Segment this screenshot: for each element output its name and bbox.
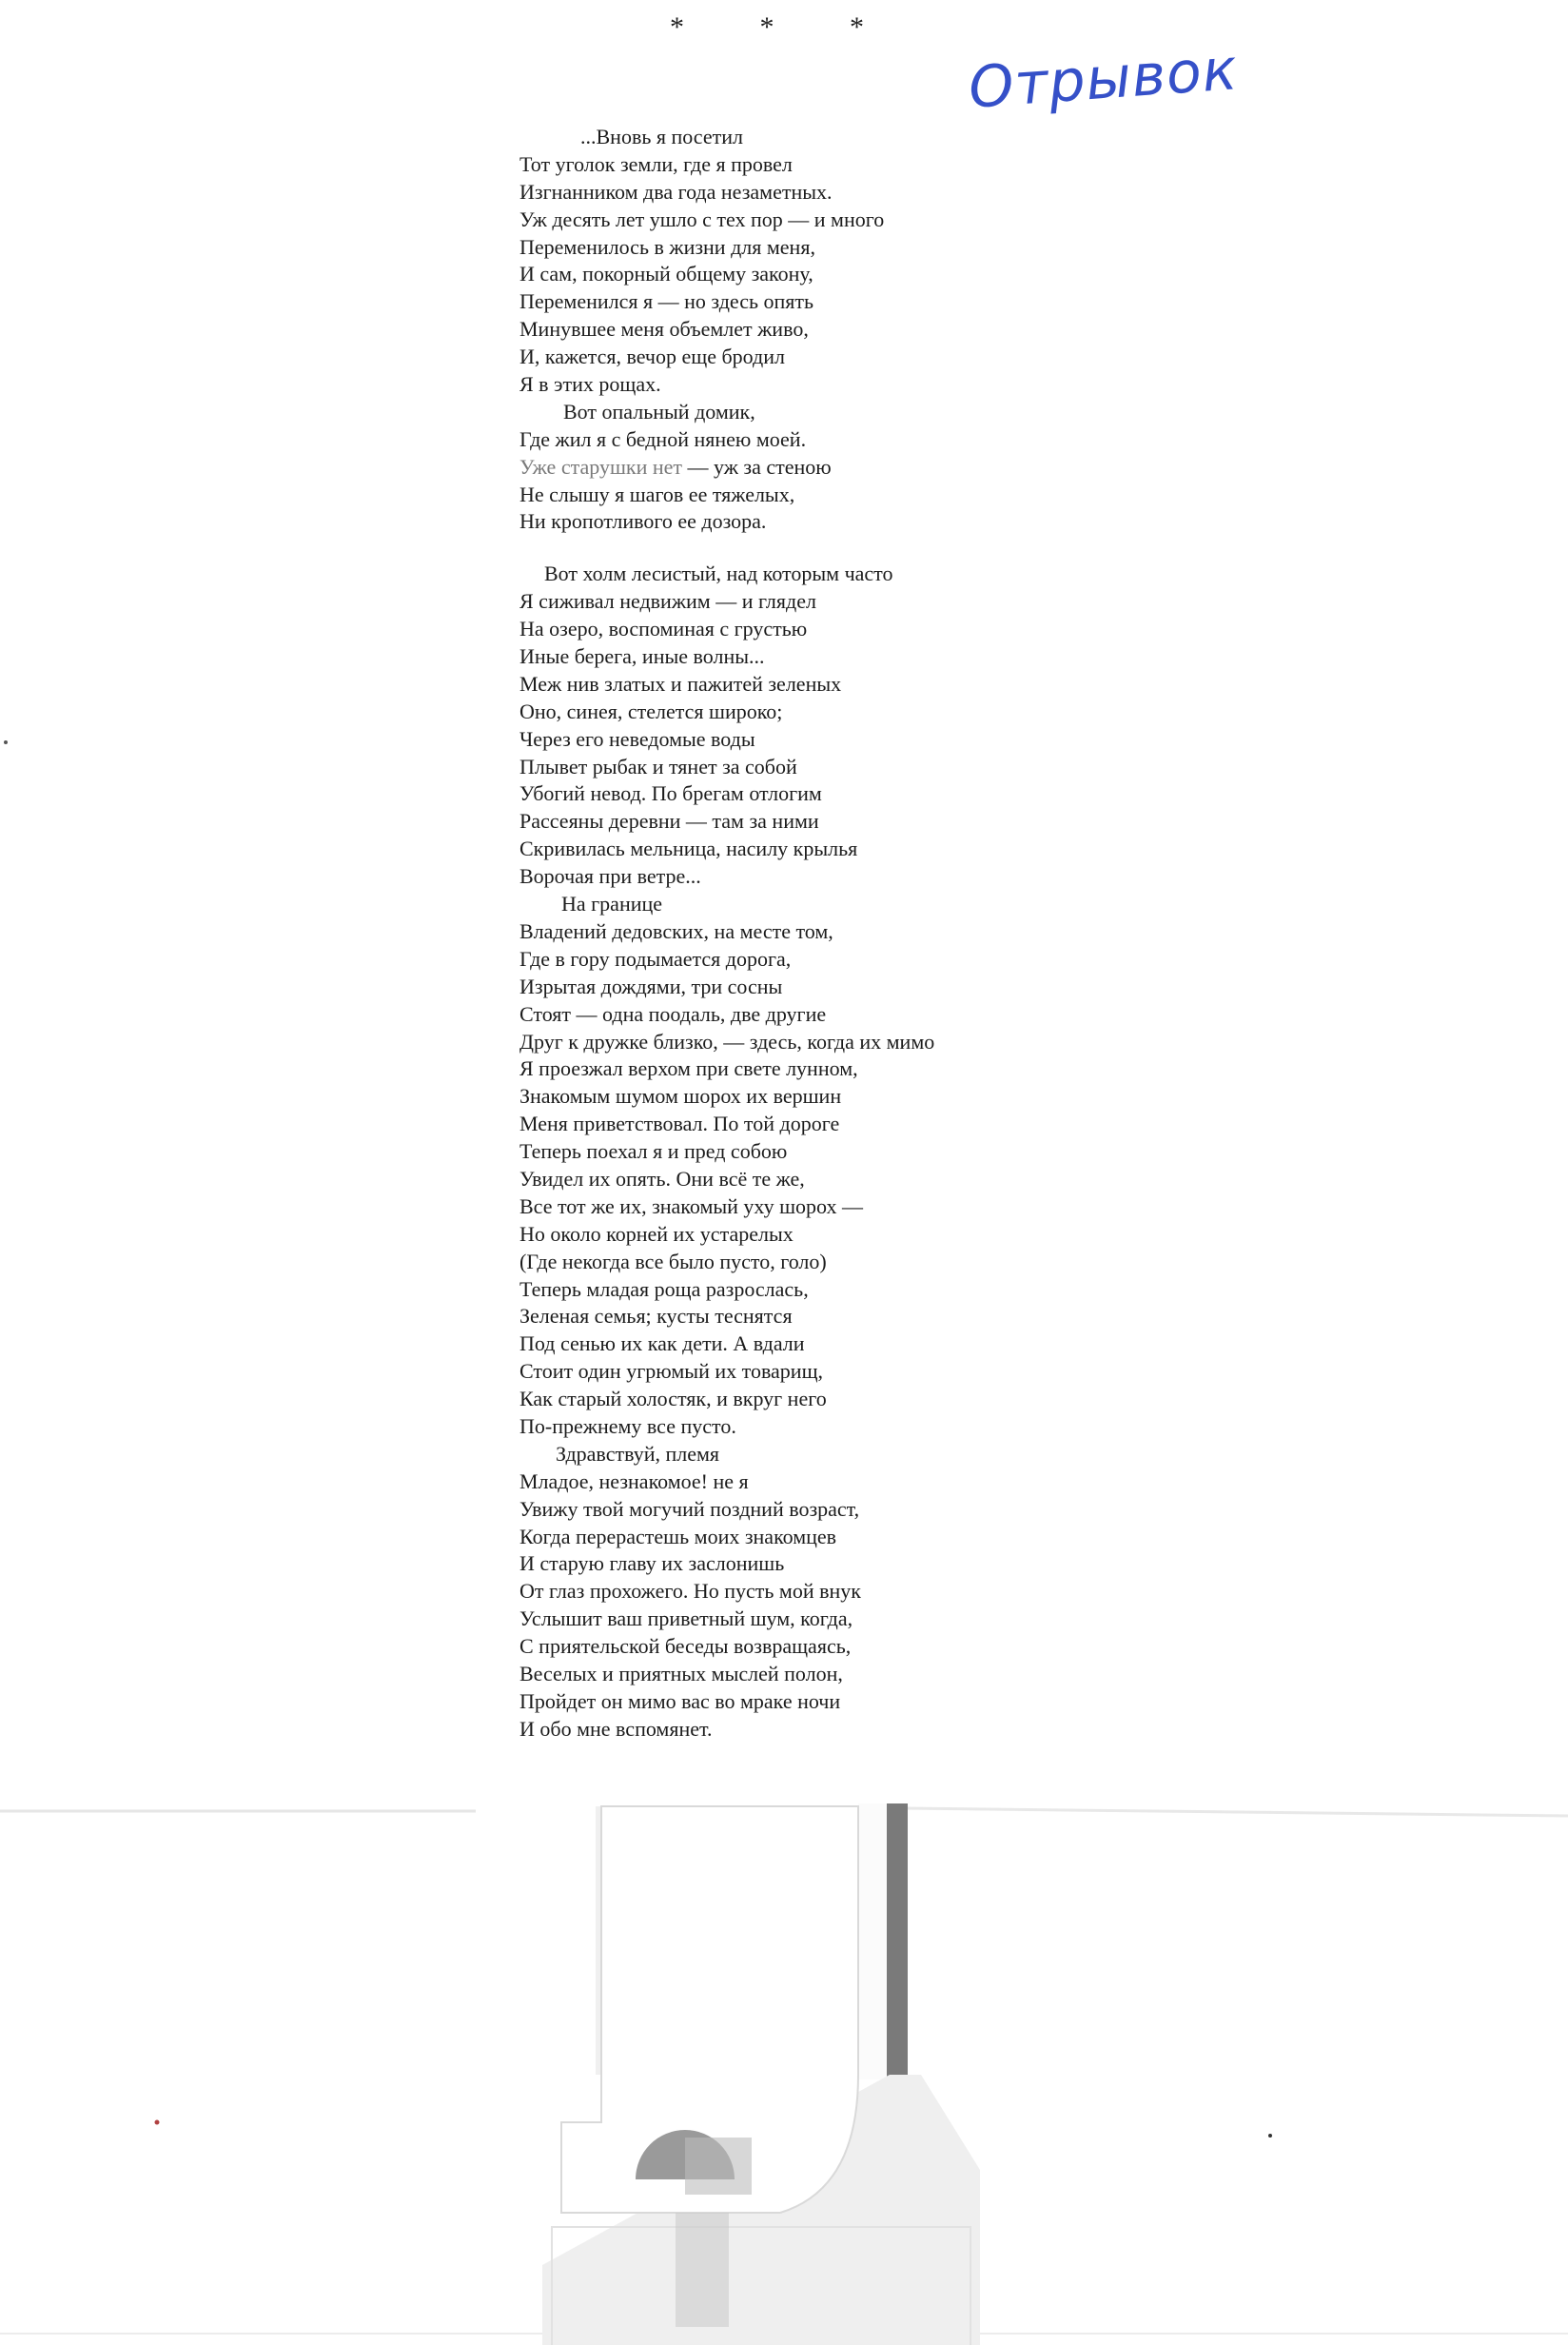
- poem-line: На озеро, воспоминая с грустью: [519, 617, 808, 641]
- poem-line: ...Вновь я посетил: [580, 125, 743, 148]
- holder-strip-dark: [887, 1803, 908, 2079]
- handwritten-annotation: Отрывок: [966, 36, 1241, 122]
- poem-line: Уж десять лет ушло с тех пор — и много: [519, 207, 885, 231]
- poem-line: Переменилось в жизни для меня,: [519, 234, 815, 259]
- poem-line: Вот опальный домик,: [563, 399, 755, 424]
- poem-line: И сам, покорный общему закону,: [519, 262, 813, 286]
- poem-line: (Где некогда все было пусто, голо): [519, 1249, 827, 1273]
- poem-line: Где в гору подымается дорога,: [519, 946, 792, 971]
- poem-line: Стоят — одна поодаль, две другие: [519, 1001, 827, 1026]
- poem-line: Вот холм лесистый, над которым часто: [544, 562, 893, 586]
- holder-strip-light: [858, 1803, 887, 2079]
- poem-line: Рассеяны деревни — там за ними: [519, 809, 819, 834]
- poem-line: Не слышу я шагов ее тяжелых,: [519, 482, 795, 506]
- poem-line: Убогий невод. По брегам отлогим: [519, 781, 822, 806]
- poem-line: Минувшее меня объемлет живо,: [519, 317, 809, 342]
- speck: [4, 740, 8, 744]
- poem-line: Плывет рыбак и тянет за собой: [519, 754, 797, 778]
- poem-line: Но около корней их устарелых: [519, 1221, 794, 1246]
- poem-line: [519, 454, 1052, 482]
- speck: [155, 2120, 160, 2125]
- poem-line: Когда перерастешь моих знакомцев: [519, 1524, 837, 1548]
- poem-line: Меня приветствовал. По той дороге: [519, 1112, 840, 1136]
- film-frames-lower: [676, 2213, 729, 2327]
- poem-line: Я проезжал верхом при свете лунном,: [519, 1056, 858, 1081]
- poem-line: Увижу твой могучий поздний возраст,: [519, 1496, 860, 1521]
- poem-line: Ни кропотливого ее дозора.: [519, 509, 767, 534]
- poem-line: Веселых и приятных мыслей полон,: [519, 1661, 843, 1685]
- film-frames-upper: [685, 2138, 752, 2195]
- poem-line: Как старый холостяк, и вкруг него: [519, 1387, 827, 1411]
- poem-line: Увидел их опять. Они всё те же,: [519, 1166, 805, 1191]
- poem-line: Через его неведомые воды: [519, 726, 755, 751]
- poem-line: Меж нив златых и пажитей зеленых: [519, 671, 842, 696]
- poem-line: Владений дедовских, на месте том,: [519, 918, 833, 943]
- poem-line: Знакомым шумом шорох их вершин: [519, 1084, 842, 1109]
- poem-line: Теперь младая роща разрослась,: [519, 1276, 809, 1301]
- poem-text: [519, 124, 1052, 1744]
- poem-line: Услышит ваш приветный шум, когда,: [519, 1606, 853, 1631]
- poem-line: Зеленая семья; кусты теснятся: [519, 1304, 793, 1329]
- poem-line: Теперь поехал я и пред собою: [519, 1139, 788, 1164]
- stanza-gap: [519, 536, 1052, 561]
- poem-line: Все тот же их, знакомый уху шорох —: [519, 1193, 863, 1218]
- poem-line: Я в этих рощах.: [519, 372, 661, 397]
- poem-line: На границе: [561, 892, 663, 916]
- poem-line: Переменился я — но здесь опять: [519, 289, 814, 314]
- poem-line: От глаз прохожего. Но пусть мой внук: [519, 1579, 861, 1604]
- poem-line: Младое, незнакомое! не я: [519, 1468, 749, 1493]
- poem-line: Друг к дружке близко, — здесь, когда их мимо: [519, 1029, 935, 1054]
- poem-line: И старую главу их заслонишь: [519, 1551, 785, 1576]
- poem-line: Я сиживал недвижим — и глядел: [519, 589, 816, 614]
- poem-line: Изгнанником два года незаметных.: [519, 179, 833, 204]
- poem-line: Пройдет он мимо вас во мраке ночи: [519, 1688, 841, 1713]
- section-divider-stars: * * *: [670, 11, 898, 43]
- poem-line: Иные берега, иные волны...: [519, 644, 765, 669]
- poem-line-rest: — уж за стеною: [682, 454, 832, 479]
- poem-line: Стоит один угрюмый их товарищ,: [519, 1359, 824, 1384]
- poem-line: Оно, синея, стелется широко;: [519, 699, 783, 723]
- speck: [1268, 2134, 1272, 2138]
- poem-line: И обо мне вспомянет.: [519, 1716, 713, 1741]
- poem-line: Под сенью их как дети. А вдали: [519, 1331, 805, 1356]
- poem-line: Скривилась мельница, насилу крылья: [519, 837, 858, 861]
- poem-line: Тот уголок земли, где я провел: [519, 151, 793, 176]
- poem-line: Ворочая при ветре...: [519, 864, 701, 889]
- paper-edge-right: [904, 1808, 1568, 1816]
- poem-line: По-прежнему все пусто.: [519, 1413, 736, 1438]
- poem-line: Где жил я с бедной нянею моей.: [519, 426, 807, 451]
- poem-line-faded-part: Уже старушки нет: [519, 454, 682, 479]
- poem-line: Здравствуй, племя: [556, 1441, 720, 1466]
- poem-line: С приятельской беседы возвращаясь,: [519, 1634, 852, 1659]
- poem-line: Изрытая дождями, три сосны: [519, 974, 783, 998]
- poem-line: И, кажется, вечор еще бродил: [519, 345, 785, 369]
